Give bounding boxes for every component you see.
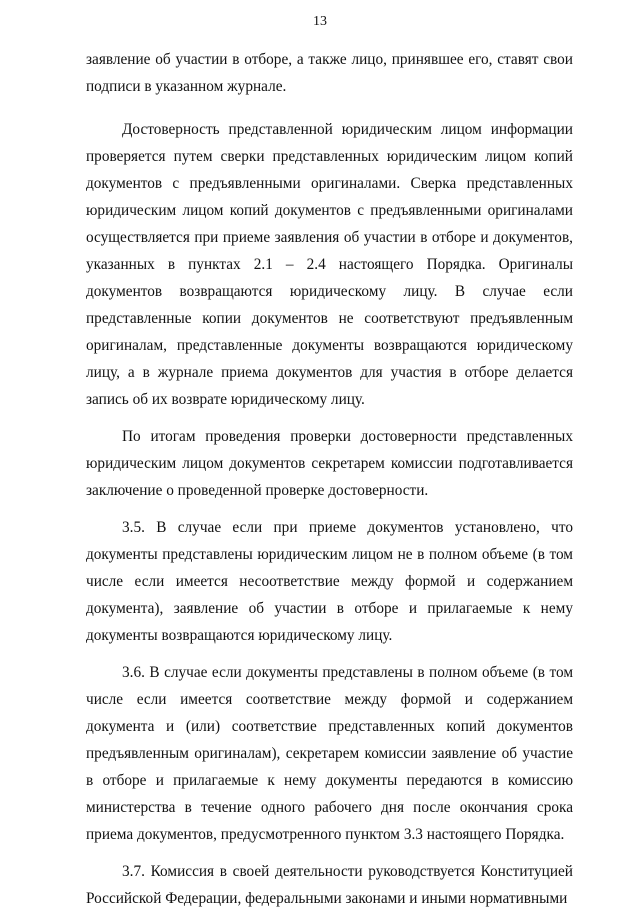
paragraph-3-6: 3.6. В случае если документы представлены в полном объеме (в том числе если имеется соответствие между формой и содержанием документа и (или) соответствие представленных копий документов предъявленным оригиналам), секретарем комиссии заявление об участие в отборе и прилагаемые к нему документы передаются в комиссию министерства в течение одного рабочего дня после окончания срока приема документов, предусмотренного пунктом 3.3 настоящего Порядка. — [86, 664, 573, 843]
page-number: 13 — [313, 14, 327, 29]
paragraph-verification: Достоверность представленной юридическим лицом информации проверяется путем сверки представленных юридическим лицом копий документов с предъявленными оригиналами. Сверка представленных юридическим лицом копий документов с предъявленными оригиналами осуществляется при приеме заявления об участии в отборе и документов, указанных в пунктах 2.1 – 2.4 настоящего Порядка. Оригиналы документов возвращаются юридическому лицу. В случае если представленные копии документов не соответствуют предъявленным оригиналам, представленные документы возвращаются юридическому лицу, а в журнале приема документов для участия в отборе делается запись об их возврате юридическому лицу. — [86, 121, 573, 408]
paragraph-3-5: 3.5. В случае если при приеме документов установлено, что документы представлены юридическим лицом не в полном объеме (в том числе если имеется несоответствие между формой и содержанием документа), заявление об участии в отборе и прилагаемые к нему документы возвращаются юридическому лицу. — [86, 519, 573, 644]
paragraph-3-7: 3.7. Комиссия в своей деятельности руководствуется Конституцией Российской Федерации, федеральными законами и иными нормативными — [86, 863, 573, 907]
paragraph-conclusion: По итогам проведения проверки достоверности представленных юридическим лицом документов секретарем комиссии подготавливается заключение о проведенной проверке достоверности. — [86, 428, 573, 499]
paragraph-continuation: заявление об участии в отборе, а также лицо, принявшее его, ставят свои подписи в указанном журнале. — [86, 51, 573, 95]
document-body — [86, 46, 573, 922]
